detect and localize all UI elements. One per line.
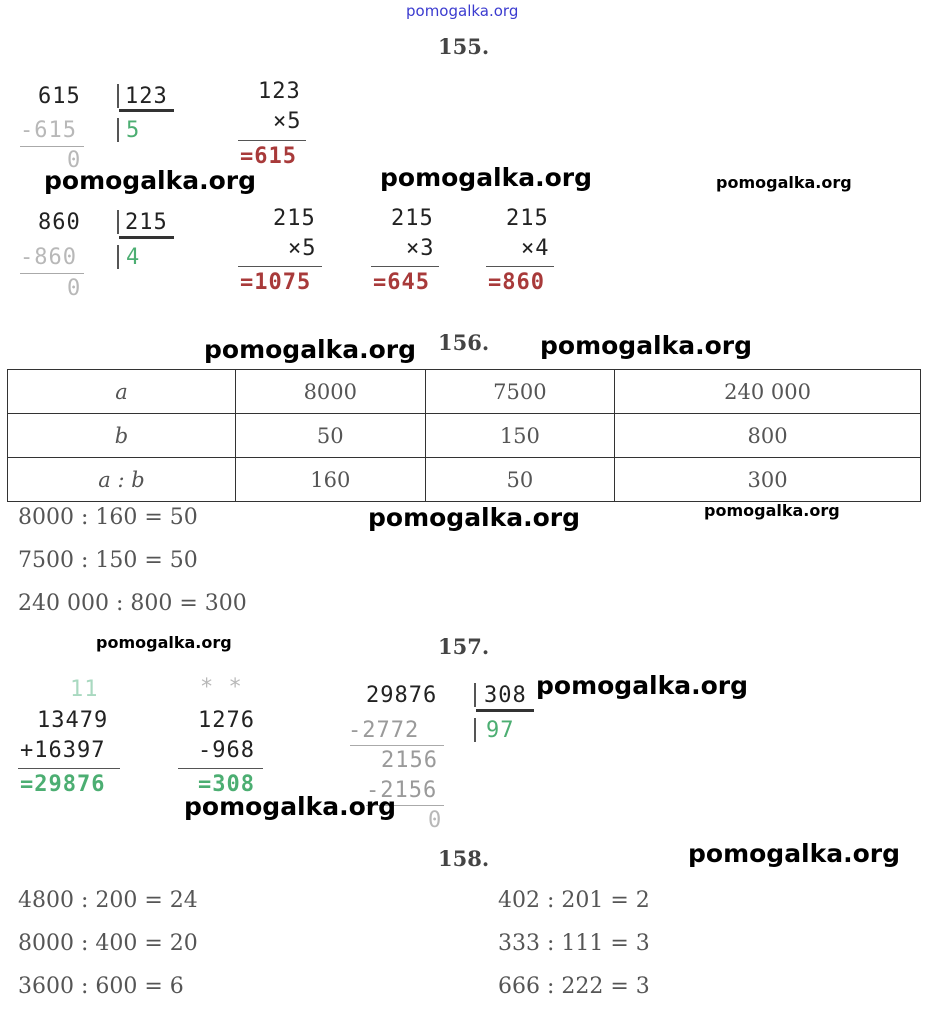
trial3-result: =860 <box>488 270 545 295</box>
subtraction-result: =308 <box>198 772 255 797</box>
equation-158-right-1: 402 : 201 = 2 <box>498 888 650 913</box>
watermark: pomogalka.org <box>704 501 840 520</box>
div3-sub2: -2156 <box>366 778 438 803</box>
row-head-b: b <box>8 414 236 458</box>
div1-quotient: 5 <box>126 118 141 143</box>
addition-result: =29876 <box>20 772 106 797</box>
table-cell: 240 000 <box>615 370 921 414</box>
watermark: pomogalka.org <box>540 331 753 360</box>
watermark: pomogalka.org <box>44 166 257 195</box>
div1-divisor: 123 <box>125 84 168 109</box>
table-cell: 50 <box>236 414 426 458</box>
trial3-a: 215 <box>506 206 549 231</box>
div2-remainder: 0 <box>67 276 82 301</box>
div2-bar-lower <box>117 245 119 269</box>
table-cell: 160 <box>236 458 426 502</box>
div2-dividend: 860 <box>38 210 81 235</box>
watermark: pomogalka.org <box>380 163 593 192</box>
div3-rule1 <box>350 745 444 746</box>
trial1-rule <box>238 266 322 267</box>
addition-carry: 11 <box>70 677 99 702</box>
task-155-number: 155. <box>438 34 490 59</box>
watermark: pomogalka.org <box>204 335 417 364</box>
watermark: pomogalka.org <box>96 633 232 652</box>
table-row <box>8 370 921 414</box>
watermark: pomogalka.org <box>536 671 749 700</box>
div1-bar-lower <box>117 118 119 142</box>
table-row <box>8 414 921 458</box>
div3-partial: 2156 <box>381 748 438 773</box>
div3-dividend: 29876 <box>366 683 438 708</box>
table-cell: 800 <box>615 414 921 458</box>
check1-result: =615 <box>240 144 297 169</box>
table-row <box>8 458 921 502</box>
watermark: pomogalka.org <box>368 503 581 532</box>
div3-divisor: 308 <box>484 683 527 708</box>
check1-rule <box>238 140 306 141</box>
trial1-result: =1075 <box>240 270 312 295</box>
task-158-number: 158. <box>438 846 490 871</box>
div1-rule <box>20 146 84 147</box>
div2-rule <box>20 273 84 274</box>
div3-bar-lower <box>474 718 476 742</box>
div3-bar <box>474 683 476 707</box>
div2-divisor: 215 <box>125 210 168 235</box>
div3-remainder: 0 <box>428 808 443 833</box>
div2-quotient: 4 <box>126 245 141 270</box>
subtraction-a: 1276 <box>198 708 255 733</box>
subtraction-borrow: * * <box>200 675 243 700</box>
trial2-result: =645 <box>373 270 430 295</box>
equation-156-3: 240 000 : 800 = 300 <box>18 591 247 616</box>
equation-156-2: 7500 : 150 = 50 <box>18 548 198 573</box>
task-156-number: 156. <box>438 330 490 355</box>
table-cell: 300 <box>615 458 921 502</box>
addition-rule <box>18 768 120 769</box>
trial1-b: ×5 <box>288 236 317 261</box>
table-cell: 7500 <box>425 370 615 414</box>
div2-bar <box>117 210 119 234</box>
equation-158-right-2: 333 : 111 = 3 <box>498 931 650 956</box>
equation-158-left-2: 8000 : 400 = 20 <box>18 931 198 956</box>
addition-a: 13479 <box>37 708 109 733</box>
div3-divisor-line <box>476 709 534 712</box>
table-cell: 50 <box>425 458 615 502</box>
task-157-number: 157. <box>438 634 490 659</box>
table-cell: 150 <box>425 414 615 458</box>
watermark: pomogalka.org <box>184 792 397 821</box>
equation-158-left-1: 4800 : 200 = 24 <box>18 888 198 913</box>
check1-a: 123 <box>258 79 301 104</box>
trial2-a: 215 <box>391 206 434 231</box>
equation-158-left-3: 3600 : 600 = 6 <box>18 974 184 999</box>
div1-remainder: 0 <box>67 148 82 173</box>
div3-quotient: 97 <box>486 718 515 743</box>
div2-subtract: -860 <box>20 245 77 270</box>
div3-sub1: -2772 <box>348 718 420 743</box>
trial1-a: 215 <box>273 206 316 231</box>
div1-dividend: 615 <box>38 84 81 109</box>
addition-b: +16397 <box>20 738 106 763</box>
row-head-a: a <box>8 370 236 414</box>
trial2-b: ×3 <box>406 236 435 261</box>
trial3-b: ×4 <box>521 236 550 261</box>
table-cell: 8000 <box>236 370 426 414</box>
values-table <box>7 369 921 502</box>
check1-b: ×5 <box>273 109 302 134</box>
watermark: pomogalka.org <box>688 839 901 868</box>
div1-subtract: -615 <box>20 118 77 143</box>
trial2-rule <box>371 266 439 267</box>
trial3-rule <box>486 266 554 267</box>
div1-bar <box>117 84 119 108</box>
div2-divisor-line <box>119 236 174 239</box>
subtraction-b: -968 <box>198 738 255 763</box>
row-head-quotient: a : b <box>8 458 236 502</box>
equation-156-1: 8000 : 160 = 50 <box>18 505 198 530</box>
subtraction-rule <box>178 768 263 769</box>
equation-158-right-3: 666 : 222 = 3 <box>498 974 650 999</box>
div1-divisor-line <box>119 109 174 112</box>
top-watermark: pomogalka.org <box>406 2 519 20</box>
watermark: pomogalka.org <box>716 173 852 192</box>
